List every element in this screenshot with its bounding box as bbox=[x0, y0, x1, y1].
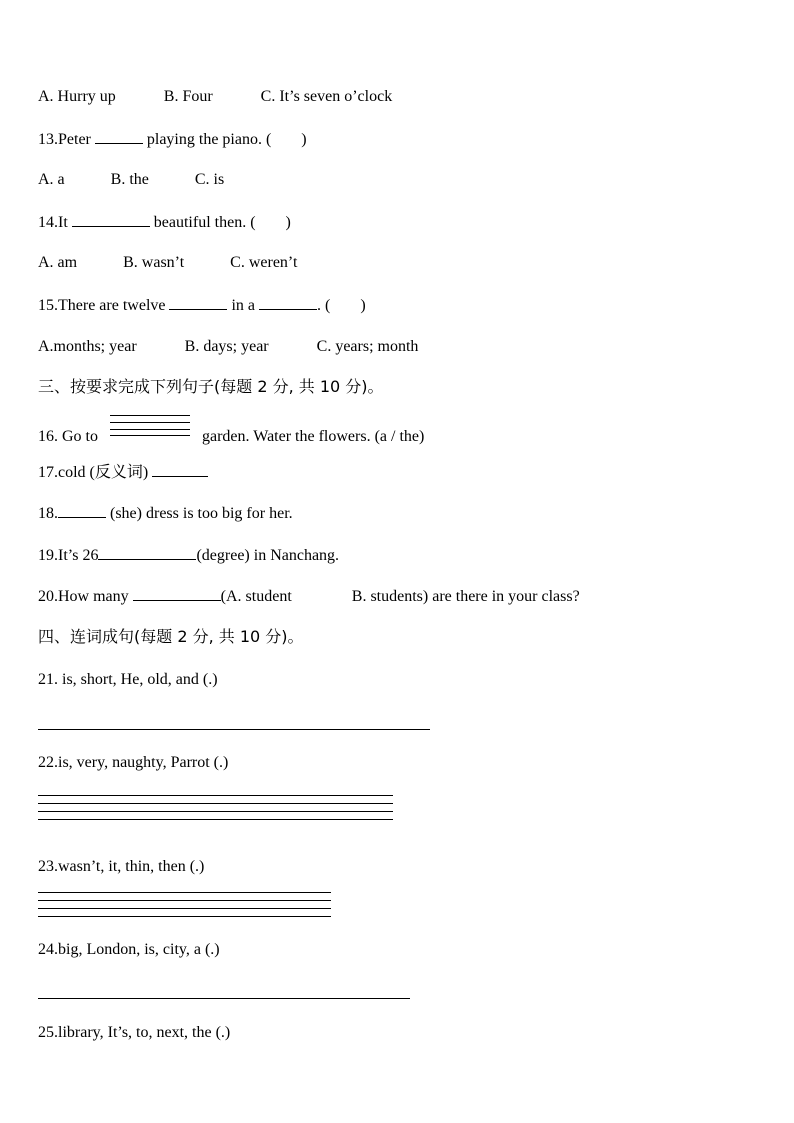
q17-answer-blank[interactable] bbox=[152, 462, 208, 477]
q24-question: 24.big, London, is, city, a (.) bbox=[38, 941, 220, 958]
q20-prefix: 20.How many bbox=[38, 588, 129, 605]
q13-question bbox=[38, 129, 307, 149]
q15-suffix: . ( bbox=[317, 297, 331, 314]
q18-prefix: 18. bbox=[38, 505, 58, 522]
q16-question bbox=[38, 425, 424, 449]
q20-question bbox=[38, 586, 580, 606]
q15-option-a[interactable]: A.months; year bbox=[38, 338, 137, 355]
q25-question: 25.library, It’s, to, next, the (.) bbox=[38, 1024, 231, 1041]
q14-close: ) bbox=[285, 214, 291, 231]
q21-question: 21. is, short, He, old, and (.) bbox=[38, 671, 218, 688]
q14-option-b[interactable]: B. wasn’t bbox=[123, 254, 185, 271]
q15-close: ) bbox=[360, 297, 366, 314]
q16-prefix: 16. Go to bbox=[38, 428, 98, 445]
q23-question: 23.wasn’t, it, thin, then (.) bbox=[38, 858, 205, 875]
q13-close: ) bbox=[301, 131, 307, 148]
q19-suffix: (degree) in Nanchang. bbox=[196, 547, 340, 564]
q24-answer-line[interactable] bbox=[38, 998, 410, 1006]
q20-answer-blank[interactable] bbox=[133, 586, 221, 601]
section-3-title: 三、按要求完成下列句子(每题 2 分, 共 10 分)。 bbox=[38, 377, 384, 396]
q12-options bbox=[38, 87, 392, 107]
q15-answer-blank-2[interactable] bbox=[259, 295, 317, 310]
q13-suffix: playing the piano. ( bbox=[146, 131, 272, 148]
q14-question bbox=[38, 212, 291, 232]
section-4-title: 四、连词成句(每题 2 分, 共 10 分)。 bbox=[38, 627, 304, 646]
q20-option-a[interactable]: (A. student bbox=[220, 588, 292, 605]
q14-option-a[interactable]: A. am bbox=[38, 254, 78, 271]
q20-option-b[interactable]: B. students) are there in your class? bbox=[351, 588, 580, 605]
q12-option-a[interactable]: A. Hurry up bbox=[38, 88, 116, 105]
q13-answer-blank[interactable] bbox=[95, 129, 143, 144]
q14-options bbox=[38, 253, 297, 273]
q19-prefix: 19.It’s 26 bbox=[38, 547, 99, 564]
q15-options bbox=[38, 337, 418, 357]
q22-answer-lines[interactable] bbox=[38, 795, 393, 827]
q15-answer-blank-1[interactable] bbox=[169, 295, 227, 310]
q16-suffix: garden. Water the flowers. (a / the) bbox=[202, 428, 425, 445]
q13-options bbox=[38, 170, 224, 190]
q22-question: 22.is, very, naughty, Parrot (.) bbox=[38, 754, 229, 771]
q12-option-b[interactable]: B. Four bbox=[163, 88, 213, 105]
q14-answer-blank[interactable] bbox=[72, 212, 150, 227]
q14-suffix: beautiful then. ( bbox=[153, 214, 256, 231]
q14-prefix: 14.It bbox=[38, 214, 68, 231]
q16-answer-blank[interactable] bbox=[110, 425, 190, 449]
q17-prefix: 17.cold (反义词) bbox=[38, 464, 149, 481]
q17-question bbox=[38, 462, 208, 482]
q12-option-c[interactable]: C. It’s seven o’clock bbox=[260, 88, 393, 105]
q19-question bbox=[38, 545, 339, 565]
q18-answer-blank[interactable] bbox=[58, 503, 106, 518]
q15-option-c[interactable]: C. years; month bbox=[316, 338, 419, 355]
q14-option-c[interactable]: C. weren’t bbox=[230, 254, 298, 271]
q15-question bbox=[38, 295, 366, 315]
q19-answer-blank[interactable] bbox=[98, 545, 196, 560]
q18-question bbox=[38, 503, 293, 523]
q13-option-c[interactable]: C. is bbox=[194, 171, 225, 188]
q13-option-b[interactable]: B. the bbox=[110, 171, 149, 188]
q13-prefix: 13.Peter bbox=[38, 131, 91, 148]
q13-option-a[interactable]: A. a bbox=[38, 171, 65, 188]
q15-option-b[interactable]: B. days; year bbox=[184, 338, 269, 355]
q21-answer-line[interactable] bbox=[38, 729, 430, 737]
q18-suffix: (she) dress is too big for her. bbox=[110, 505, 293, 522]
q15-middle: in a bbox=[231, 297, 256, 314]
q23-answer-lines[interactable] bbox=[38, 892, 331, 924]
q15-prefix: 15.There are twelve bbox=[38, 297, 166, 314]
